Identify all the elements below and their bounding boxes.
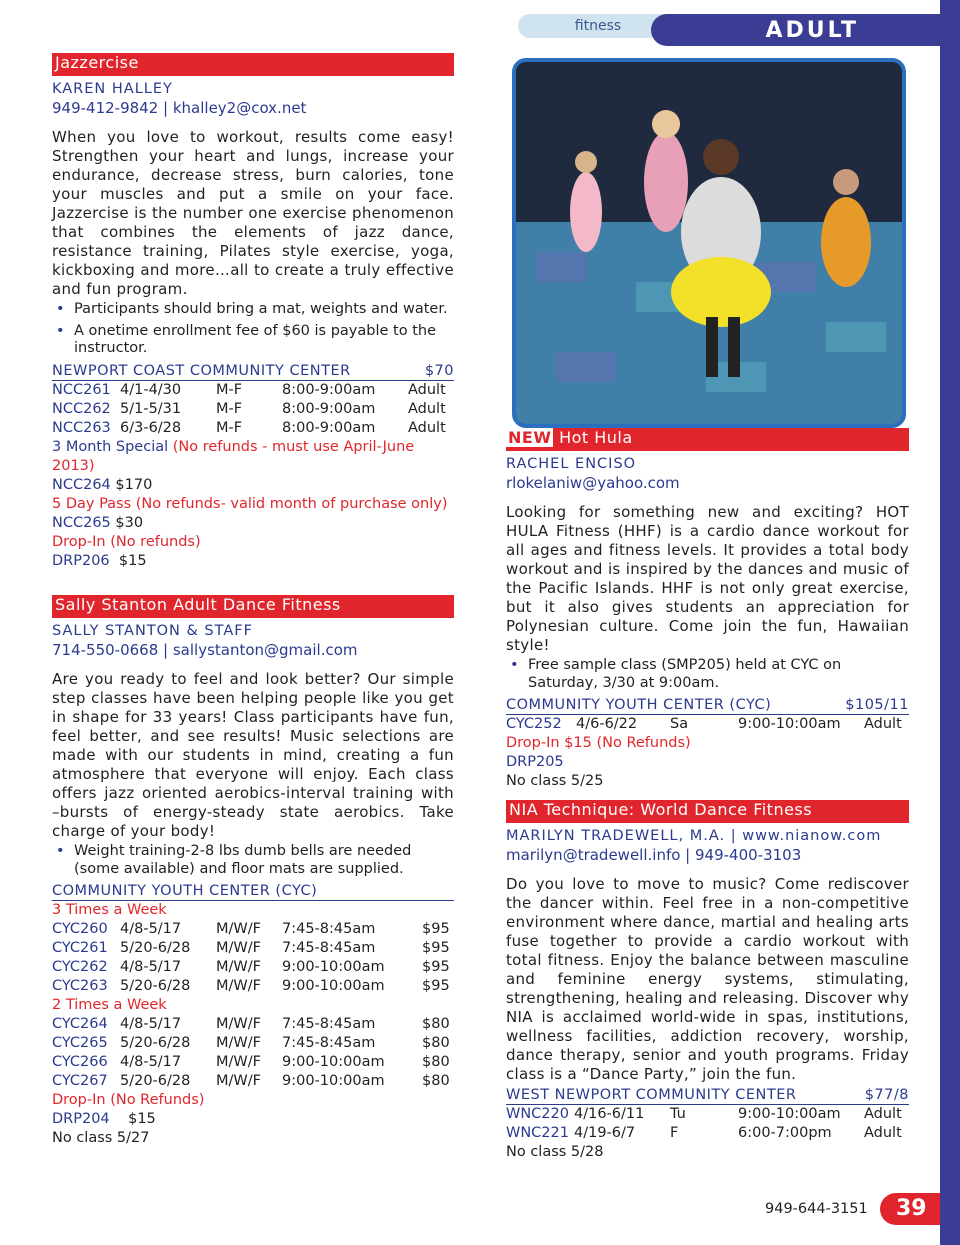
jazzercise-title: Jazzercise [52,53,454,76]
pass-label: 5 Day Pass (No refunds- valid month of purchase only) [52,495,448,512]
pass-price: $30 [115,514,144,531]
class-price: $95 [422,959,450,975]
table-row [52,381,454,400]
sally-bullets [52,843,454,878]
class-dates: 4/8-5/17 [120,1054,182,1070]
jazzercise-contact: 949-412-9842 | khalley2@cox.net [52,99,307,117]
sally-dropin-row [52,1110,454,1129]
section-tab [651,14,941,46]
class-price: $80 [422,1054,450,1070]
class-time: 8:00-9:00am [282,400,376,417]
table-row [52,419,454,438]
dropin-code: DRP204 [52,1111,110,1127]
group1-label: 3 Times a Week [52,902,167,918]
class-code: CYC264 [52,1016,108,1032]
class-time: 7:45-8:45am [282,1035,376,1051]
class-time: 9:00-10:00am [282,1073,385,1089]
table-row [52,958,454,977]
jazzercise-class-list [52,381,454,438]
class-code: NCC261 [52,381,111,398]
page-number: 39 [880,1193,940,1225]
hula-bullets [506,657,909,692]
location-price: $77/8 [864,1087,909,1103]
hula-noclass: No class 5/25 [506,773,604,789]
hula-contact: rlokelaniw@yahoo.com [506,474,680,492]
class-dates: 6/3-6/28 [120,419,182,436]
nia-section [506,800,909,1162]
class-dates: 5/20-6/28 [120,978,191,994]
class-price: $95 [422,921,450,937]
class-code: CYC267 [52,1073,108,1089]
sally-noclass: No class 5/27 [52,1130,150,1146]
hula-title-bar [506,428,909,451]
class-price: $95 [422,978,450,994]
special-label: 3 Month Special [52,438,169,455]
class-level: Adult [408,419,446,436]
jazzercise-instructor: KAREN HALLEY [52,81,173,97]
class-dates: 4/1-4/30 [120,381,182,398]
class-time: 8:00-9:00am [282,381,376,398]
class-price: $80 [422,1016,450,1032]
table-row [506,1105,909,1124]
table-row [52,920,454,939]
nia-location [506,1086,909,1105]
class-dates: 5/20-6/28 [120,1035,191,1051]
hula-section [506,428,909,791]
class-days: Tu [670,1106,686,1122]
class-price: $80 [422,1035,450,1051]
class-time: 7:45-8:45am [282,940,376,956]
jazzercise-bullets [52,301,454,358]
class-level: Adult [408,400,446,417]
class-days: M/W/F [216,959,261,975]
sally-title: Sally Stanton Adult Dance Fitness [52,595,454,618]
special-row [52,438,454,476]
class-code: NCC262 [52,400,111,417]
class-time: 9:00-10:00am [738,716,841,732]
table-row [52,1072,454,1091]
side-bar [940,0,960,1245]
class-time: 7:45-8:45am [282,1016,376,1032]
class-time: 8:00-9:00am [282,419,376,436]
nia-title: NIA Technique: World Dance Fitness [506,800,909,823]
hula-dropin-label: Drop-In $15 (No Refunds) [506,735,691,751]
new-badge: NEW [508,428,552,447]
dropin-price: $15 [128,1111,156,1127]
class-code: CYC262 [52,959,108,975]
footer-phone: 949-644-3151 [765,1201,868,1217]
special-note: (No refunds - must use April-June 2013) [52,438,415,474]
jazzercise-description: When you love to workout, results come easy! Strengthen your heart and lungs, increase your endurance, decrease stress, burn calories, tone your muscles and put a smile on your face. Jazzercise is the number one exercise phenomenon that combines the elements of jazz dance, resistance training, Pilates style exercise, yoga, kickboxing and more…all to create a truly effective and fun program. [52,128,454,298]
hula-description: Looking for something new and exciting? HOT HULA Fitness (HHF) is a cardio dance workout for all ages and fitness levels. It provides a total body workout and is inspired by the dances and music of the Pacific Islands. HHF is not only great exercise, but it also gives students an appreciation for Polynesian culture. Come join the fun, Hawaiian style! [506,503,909,654]
class-level: Adult [408,381,446,398]
class-time: 6:00-7:00pm [738,1125,832,1141]
class-dates: 5/20-6/28 [120,940,191,956]
location-price: $105/11 [845,697,909,713]
special-price: $170 [115,476,153,493]
class-days: M-F [216,381,243,398]
hula-title: Hot Hula [559,428,633,447]
class-code: WNC221 [506,1125,569,1141]
location-name: WEST NEWPORT COMMUNITY CENTER [506,1087,797,1103]
nia-instructor: MARILYN TRADEWELL, M.A. | www.nianow.com [506,828,882,844]
special-code: NCC264 [52,476,111,493]
class-code: CYC266 [52,1054,108,1070]
class-dates: 5/20-6/28 [120,1073,191,1089]
class-dates: 4/8-5/17 [120,921,182,937]
hula-location [506,696,909,715]
location-price: $70 [424,362,454,379]
location-name: COMMUNITY YOUTH CENTER (CYC) [506,697,772,713]
nia-class-list [506,1105,909,1143]
table-row [52,977,454,996]
sally-location [52,882,454,901]
dropin-row [52,552,454,571]
sally-instructor: SALLY STANTON & STAFF [52,623,253,639]
class-price: $95 [422,940,450,956]
class-days: M/W/F [216,1035,261,1051]
sally-section [52,595,454,1148]
class-days: M/W/F [216,1073,261,1089]
table-row [52,1015,454,1034]
class-code: CYC265 [52,1035,108,1051]
table-row [506,1124,909,1143]
hula-dropin-code: DRP205 [506,754,564,770]
section-label: ADULT [765,18,859,43]
class-code: NCC263 [52,419,111,436]
table-row [52,1053,454,1072]
hula-instructor: RACHEL ENCISO [506,456,637,472]
class-level: Adult [864,1125,902,1141]
pass-row [52,514,454,533]
dropin-price: $15 [118,552,147,569]
class-level: Adult [864,716,902,732]
dropin-code: DRP206 [52,552,110,569]
nia-contact: marilyn@tradewell.info | 949-400-3103 [506,846,802,864]
list-item: • Weight training-2-8 lbs dumb bells are needed (some available) and floor mats are supplied. [52,843,454,878]
class-code: CYC252 [506,716,562,732]
class-days: M/W/F [216,940,261,956]
class-days: M/W/F [216,978,261,994]
jazzercise-section [52,53,454,571]
list-item: • A onetime enrollment fee of $60 is payable to the instructor. [52,323,454,358]
location-name: COMMUNITY YOUTH CENTER (CYC) [52,883,318,899]
photo-illustration [516,62,902,424]
class-dates: 4/8-5/17 [120,1016,182,1032]
list-item: • Free sample class (SMP205) held at CYC on Saturday, 3/30 at 9:00am. [506,657,909,692]
hula-class-row [506,715,909,734]
dance-class-photo [512,58,906,428]
sally-group1-list [52,920,454,996]
class-dates: 4/6-6/22 [576,716,638,732]
location-name: NEWPORT COAST COMMUNITY CENTER [52,362,351,379]
table-row [52,1034,454,1053]
class-time: 9:00-10:00am [738,1106,841,1122]
class-level: Adult [864,1106,902,1122]
class-days: Sa [670,716,689,732]
class-time: 9:00-10:00am [282,1054,385,1070]
pass-code: NCC265 [52,514,111,531]
jazzercise-location [52,362,454,381]
class-days: M/W/F [216,1016,261,1032]
class-price: $80 [422,1073,450,1089]
sally-dropin-label: Drop-In (No Refunds) [52,1092,205,1108]
class-dates: 5/1-5/31 [120,400,182,417]
class-code: CYC261 [52,940,108,956]
class-time: 9:00-10:00am [282,978,385,994]
class-time: 7:45-8:45am [282,921,376,937]
list-item: • Participants should bring a mat, weights and water. [52,301,454,319]
table-row [52,939,454,958]
class-days: M/W/F [216,921,261,937]
class-time: 9:00-10:00am [282,959,385,975]
sally-group2-list [52,1015,454,1091]
table-row [52,400,454,419]
category-tab: fitness [518,14,678,38]
nia-noclass: No class 5/28 [506,1144,604,1160]
class-days: M/W/F [216,1054,261,1070]
class-days: F [670,1125,679,1141]
dropin-label: Drop-In (No refunds) [52,533,201,550]
nia-description: Do you love to move to music? Come rediscover the dancer within. Feel free in a non-competitive environment where dance, martial and healing arts fuse together to provide a cardio workout with total fitness. Enjoy the balance between masculine and feminine energy systems, stimulating, strengthening, healing and releasing. Discover why NIA is acclaimed world-wide in spas, institutions, wellness facilities, addiction recovery, worship, dance therapy, senior and youth programs. Friday class is a “Dance Party,” join the fun. [506,875,909,1083]
sally-contact: 714-550-0668 | sallystanton@gmail.com [52,641,358,659]
class-dates: 4/16-6/11 [574,1106,645,1122]
special-code-row [52,476,454,495]
class-days: M-F [216,400,243,417]
class-code: CYC260 [52,921,108,937]
class-dates: 4/19-6/7 [574,1125,636,1141]
sally-description: Are you ready to feel and look better? Our simple step classes have been helping people like you get in shape for 33 years! Class participants have fun, feel better, and see results! Music selections are made with our students in mind, creating a fun atmosphere that everyone will enjoy. Each class offers jazz oriented aerobics-interval training with –bursts of energy-steady state aerobics. Take charge of your body! [52,670,454,840]
group2-label: 2 Times a Week [52,997,167,1013]
class-code: CYC263 [52,978,108,994]
class-dates: 4/8-5/17 [120,959,182,975]
class-code: WNC220 [506,1106,569,1122]
class-days: M-F [216,419,243,436]
